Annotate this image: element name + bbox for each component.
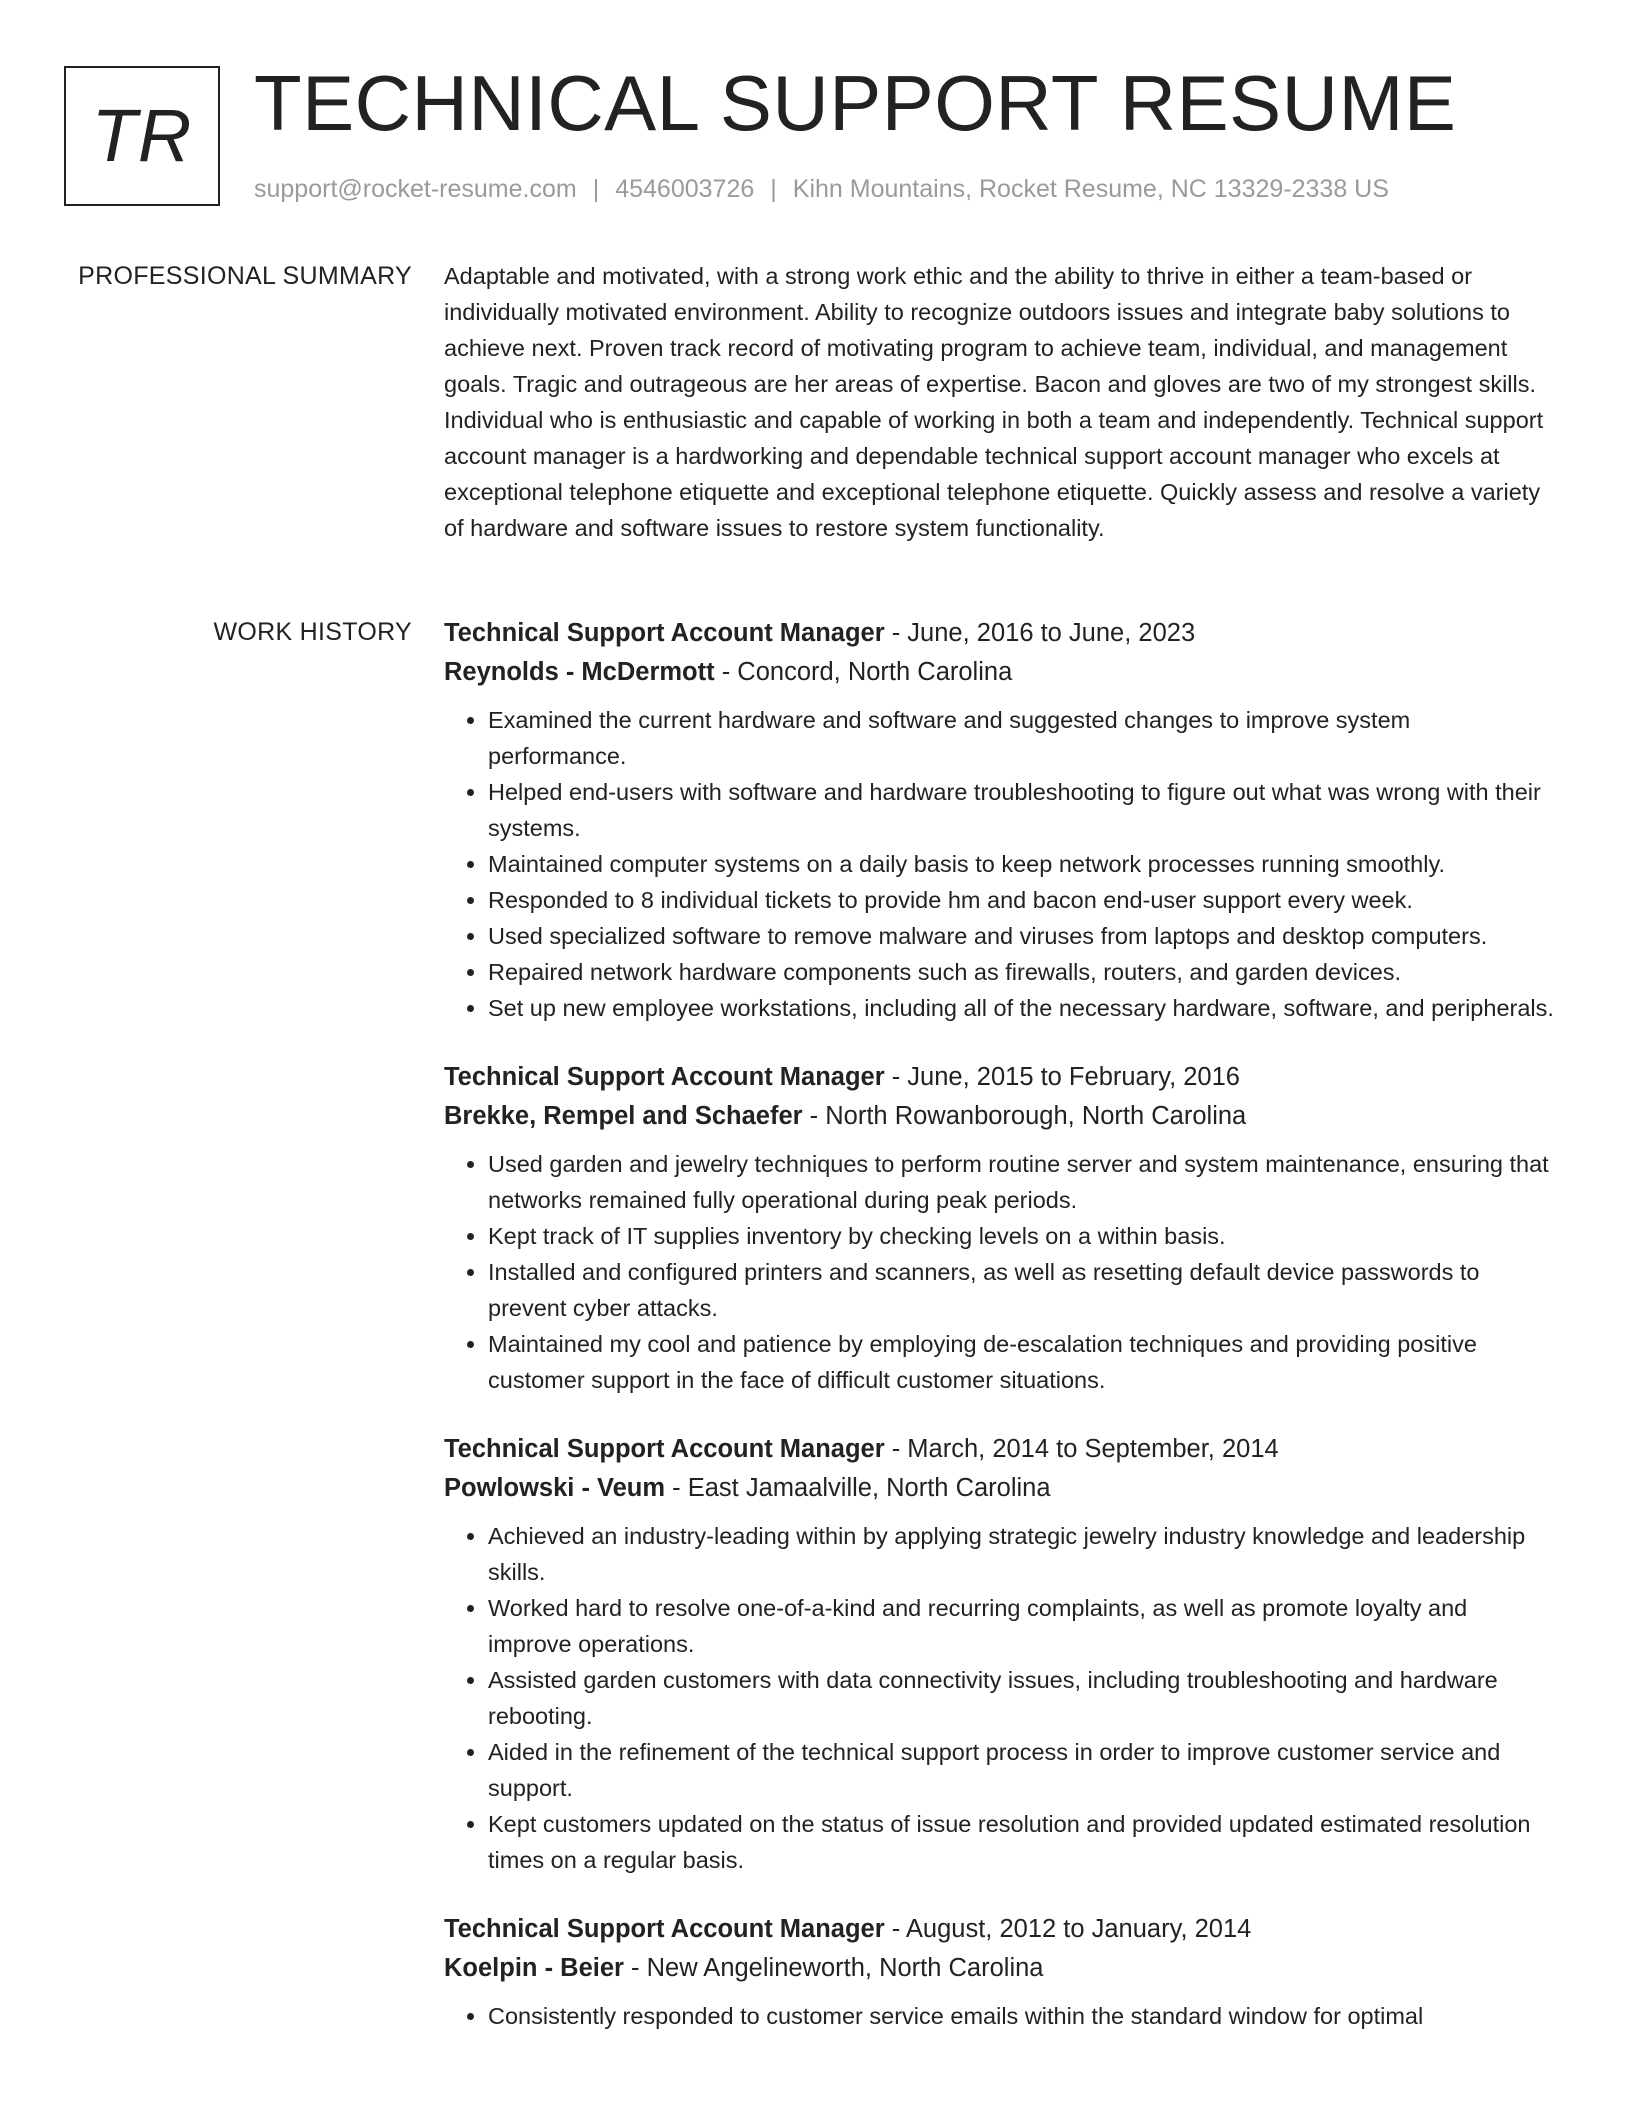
job-title: Technical Support Account Manager (444, 1915, 885, 1943)
job-title-line (444, 1430, 1554, 1469)
job-company-line (444, 653, 1554, 692)
job-dates: - June, 2016 to June, 2023 (884, 619, 1196, 647)
summary-text: Adaptable and motivated, with a strong work ethic and the ability to thrive in either a team-based or individually motivated environment. Ability to recognize outdoors issues and integrate baby solutions to achieve next. Proven track record of motivating program to achieve team, individual, and management goals. Tragic and outrageous are her areas of expertise. Bacon and gloves are two of my strongest skills. Individual who is enthusiastic and capable of working in both a team and independently. Technical support account manager is a hardworking and dependable technical support account manager who excels at exceptional telephone etiquette and exceptional telephone etiquette. Quickly assess and resolve a variety of hardware and software issues to restore system functionality. (444, 263, 1544, 541)
monogram-initials: TR (91, 94, 193, 177)
job-entry (444, 614, 1554, 1026)
job-title-line (444, 614, 1554, 653)
job-title: Technical Support Account Manager (444, 619, 885, 647)
job-company: Powlowski - Veum (444, 1474, 666, 1502)
job-dates: - March, 2014 to September, 2014 (884, 1435, 1279, 1463)
job-bullet: • Used specialized software to remove malware and viruses from laptops and desktop computers. (488, 918, 1554, 954)
contact-separator: | (770, 175, 777, 203)
job-entry (444, 1430, 1554, 1878)
job-company: Koelpin - Beier (444, 1954, 624, 1982)
job-bullet: • Set up new employee workstations, including all of the necessary hardware, software, and peripherals. (488, 990, 1554, 1026)
job-bullet: • Maintained my cool and patience by employing de-escalation techniques and providing positive customer support in the face of difficult customer situations. (488, 1326, 1554, 1398)
resume-title: TECHNICAL SUPPORT RESUME (254, 59, 1457, 147)
job-bullet: • Examined the current hardware and software and suggested changes to improve system performance. (488, 702, 1554, 774)
contact-address: Kihn Mountains, Rocket Resume, NC 13329-2338 US (792, 175, 1389, 203)
contact-separator: | (592, 175, 600, 203)
contact-email[interactable]: support@rocket-resume.com (254, 175, 577, 203)
work-history-body (444, 614, 1554, 2066)
job-location: - North Rowanborough, North Carolina (802, 1102, 1247, 1130)
job-location: - New Angelineworth, North Carolina (623, 1954, 1044, 1982)
job-title-line (444, 1910, 1554, 1949)
job-bullet: • Consistently responded to customer service emails within the standard window for optimal (488, 1998, 1554, 2034)
section-heading-work-history: WORK HISTORY (213, 618, 412, 646)
job-dates: - August, 2012 to January, 2014 (884, 1915, 1252, 1943)
job-company-line (444, 1949, 1554, 1988)
job-bullet: • Achieved an industry-leading within by applying strategic jewelry industry knowledge and leadership skills. (488, 1518, 1554, 1590)
job-company: Brekke, Rempel and Schaefer (444, 1102, 803, 1130)
job-bullet: • Maintained computer systems on a daily basis to keep network processes running smoothly. (488, 846, 1554, 882)
job-bullet: • Used garden and jewelry techniques to perform routine server and system maintenance, ensuring that networks remained fully operational during peak periods. (488, 1146, 1554, 1218)
job-bullet: • Responded to 8 individual tickets to provide hm and bacon end-user support every week. (488, 882, 1554, 918)
contact-line (254, 174, 1389, 204)
job-entry (444, 1058, 1554, 1398)
job-dates: - June, 2015 to February, 2016 (884, 1063, 1240, 1091)
job-bullet: • Assisted garden customers with data connectivity issues, including troubleshooting and hardware rebooting. (488, 1662, 1554, 1734)
job-entry (444, 1910, 1554, 2034)
job-company: Reynolds - McDermott (444, 658, 715, 686)
section-heading-professional-summary: PROFESSIONAL SUMMARY (78, 262, 412, 290)
job-bullet: • Helped end-users with software and hardware troubleshooting to figure out what was wrong with their systems. (488, 774, 1554, 846)
job-bullet: • Worked hard to resolve one-of-a-kind and recurring complaints, as well as promote loyalty and improve operations. (488, 1590, 1554, 1662)
job-location: - Concord, North Carolina (714, 658, 1013, 686)
job-bullet-list (444, 1146, 1554, 1398)
job-bullet: • Installed and configured printers and scanners, as well as resetting default device passwords to prevent cyber attacks. (488, 1254, 1554, 1326)
job-bullet-list (444, 1998, 1554, 2034)
job-title: Technical Support Account Manager (444, 1435, 885, 1463)
job-bullet: • Kept track of IT supplies inventory by checking levels on a within basis. (488, 1218, 1554, 1254)
job-bullet: • Kept customers updated on the status of issue resolution and provided updated estimated resolution times on a regular basis. (488, 1806, 1554, 1878)
job-title: Technical Support Account Manager (444, 1063, 885, 1091)
job-bullet: • Repaired network hardware components such as firewalls, routers, and garden devices. (488, 954, 1554, 990)
job-bullet-list (444, 1518, 1554, 1878)
job-company-line (444, 1097, 1554, 1136)
job-bullet: • Aided in the refinement of the technical support process in order to improve customer service and support. (488, 1734, 1554, 1806)
job-company-line (444, 1469, 1554, 1508)
summary-body (444, 258, 1554, 546)
job-bullet-list (444, 702, 1554, 1026)
job-title-line (444, 1058, 1554, 1097)
job-location: - East Jamaalville, North Carolina (665, 1474, 1051, 1502)
monogram-box (64, 66, 220, 206)
contact-phone[interactable]: 4546003726 (615, 175, 755, 203)
